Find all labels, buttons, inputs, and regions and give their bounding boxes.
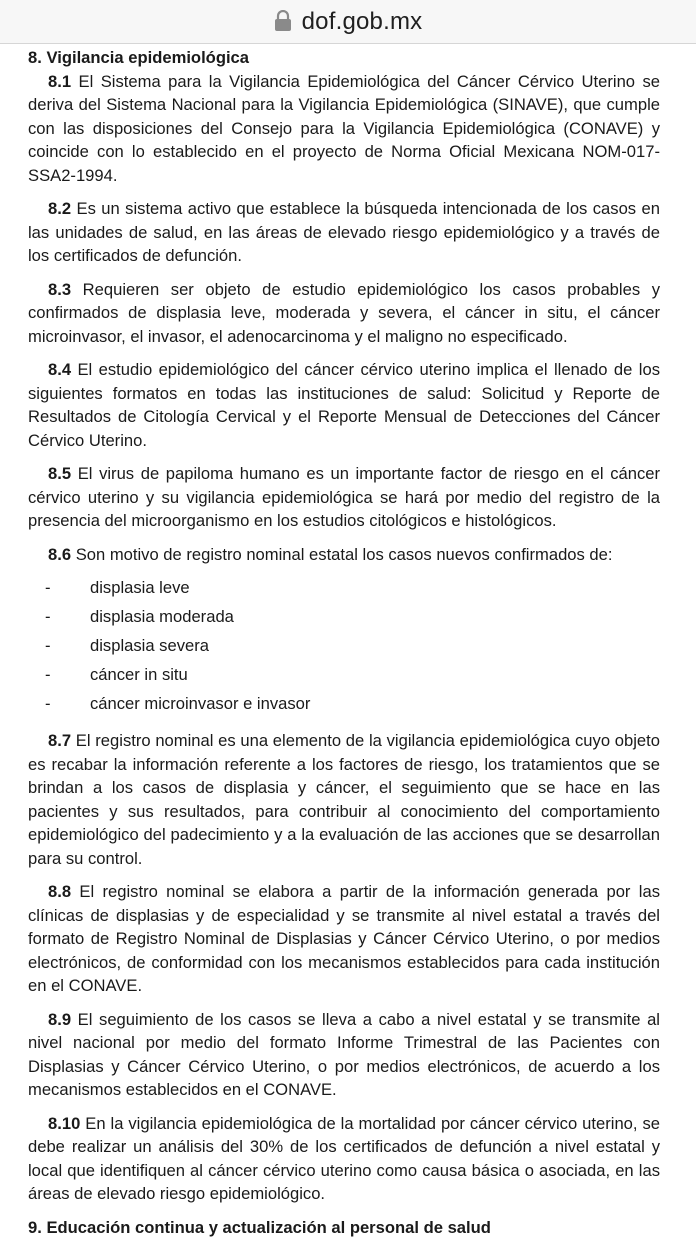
list-dash: - (28, 692, 90, 716)
paragraph-number: 8.7 (48, 731, 71, 750)
paragraph (28, 358, 660, 452)
paragraph (28, 197, 660, 268)
paragraph-number: 8.1 (48, 72, 71, 91)
paragraph (28, 70, 660, 188)
section-heading: 8. Vigilancia epidemiológica (28, 44, 660, 70)
list-item (28, 576, 660, 605)
paragraph (28, 543, 660, 567)
url-text: dof.gob.mx (302, 8, 423, 36)
list-item-text: cáncer microinvasor e invasor (90, 692, 310, 716)
paragraph-text: Es un sistema activo que establece la búsqueda intencionada de los casos en las unidades de salud, en las áreas de elevado riesgo epidemiológico y a través de los certificados de defunción. (28, 199, 660, 265)
list-item-text: displasia leve (90, 576, 190, 600)
next-section-heading: 9. Educación continua y actualización al personal de salud (28, 1216, 660, 1239)
paragraph-number: 8.8 (48, 882, 71, 901)
paragraphs-before-list (28, 70, 660, 567)
paragraphs-after-list (28, 729, 660, 1206)
paragraph-number: 8.2 (48, 199, 71, 218)
list-item (28, 634, 660, 663)
paragraph-number: 8.3 (48, 280, 71, 299)
paragraph (28, 1112, 660, 1206)
paragraph (28, 880, 660, 998)
paragraph-text: Son motivo de registro nominal estatal los casos nuevos confirmados de: (71, 545, 612, 564)
list-item (28, 605, 660, 634)
address-bar[interactable] (0, 0, 696, 44)
case-list (28, 576, 660, 721)
list-item-text: cáncer in situ (90, 663, 188, 687)
paragraph-text: En la vigilancia epidemiológica de la mortalidad por cáncer cérvico uterino, se debe realizar un análisis del 30% de los certificados de defunción a nivel estatal y local que identifiquen al cáncer cérvico uterino como causa básica o asociada, en las áreas de elevado riesgo epidemiológico. (28, 1114, 660, 1204)
paragraph-number: 8.5 (48, 464, 71, 483)
paragraph (28, 278, 660, 349)
paragraph (28, 729, 660, 870)
paragraph (28, 1008, 660, 1102)
paragraph-text: El seguimiento de los casos se lleva a cabo a nivel estatal y se transmite al nivel nacional por medio del formato Informe Trimestral de las Pacientes con Displasias y Cáncer Cérvico Uterino, o por medios electrónicos, de acuerdo a los mecanismos establecidos en el CONAVE. (28, 1010, 660, 1100)
document-body (28, 44, 660, 1239)
paragraph-text: Requieren ser objeto de estudio epidemiológico los casos probables y confirmados de displasia leve, moderada y severa, el cáncer in situ, el cáncer microinvasor, el invasor, el adenocarcinoma y el maligno no especificado. (28, 280, 660, 346)
list-dash: - (28, 576, 90, 600)
list-dash: - (28, 634, 90, 658)
paragraph-number: 8.10 (48, 1114, 80, 1133)
paragraph-text: El registro nominal se elabora a partir de la información generada por las clínicas de displasias y de especialidad y se transmite al nivel estatal a través del formato de Registro Nominal de Displasias y Cáncer Cérvico Uterino, o por medios electrónicos, de conformidad con los mecanismos establecidos para cada institución en el CONAVE. (28, 882, 660, 995)
paragraph-text: El registro nominal es una elemento de la vigilancia epidemiológica cuyo objeto es recabar la información referente a los factores de riesgo, los tratamientos que se brindan a los casos de displasia y cáncer, el seguimiento que se hace en las pacientes y sus resultados, para contribuir al conocimiento del comportamiento epidemiológico del padecimiento y a la evaluación de las acciones que se desarrollan para su control. (28, 731, 660, 868)
list-item (28, 663, 660, 692)
list-dash: - (28, 605, 90, 629)
paragraph-text: El estudio epidemiológico del cáncer cérvico uterino implica el llenado de los siguientes formatos en todas las instituciones de salud: Solicitud y Reporte de Resultados de Citología Cervical y el Reporte Mensual de Detecciones del Cáncer Cérvico Uterino. (28, 360, 660, 450)
list-item-text: displasia severa (90, 634, 209, 658)
paragraph-number: 8.6 (48, 545, 71, 564)
lock-icon (274, 10, 292, 32)
paragraph (28, 462, 660, 533)
paragraph-number: 8.4 (48, 360, 71, 379)
paragraph-text: El Sistema para la Vigilancia Epidemiológica del Cáncer Cérvico Uterino se deriva del Sistema Nacional para la Vigilancia Epidemiológica (SINAVE), que cumple con las disposiciones del Consejo para la Vigilancia Epidemiológica (CONAVE) y coincide con lo establecido en el proyecto de Norma Oficial Mexicana NOM-017-SSA2-1994. (28, 72, 660, 185)
list-item (28, 692, 660, 721)
paragraph-number: 8.9 (48, 1010, 71, 1029)
list-item-text: displasia moderada (90, 605, 234, 629)
paragraph-text: El virus de papiloma humano es un importante factor de riesgo en el cáncer cérvico uterino y su vigilancia epidemiológica se hará por medio del registro de la presencia del microorganismo en los estudios citológicos e histológicos. (28, 464, 660, 530)
list-dash: - (28, 663, 90, 687)
